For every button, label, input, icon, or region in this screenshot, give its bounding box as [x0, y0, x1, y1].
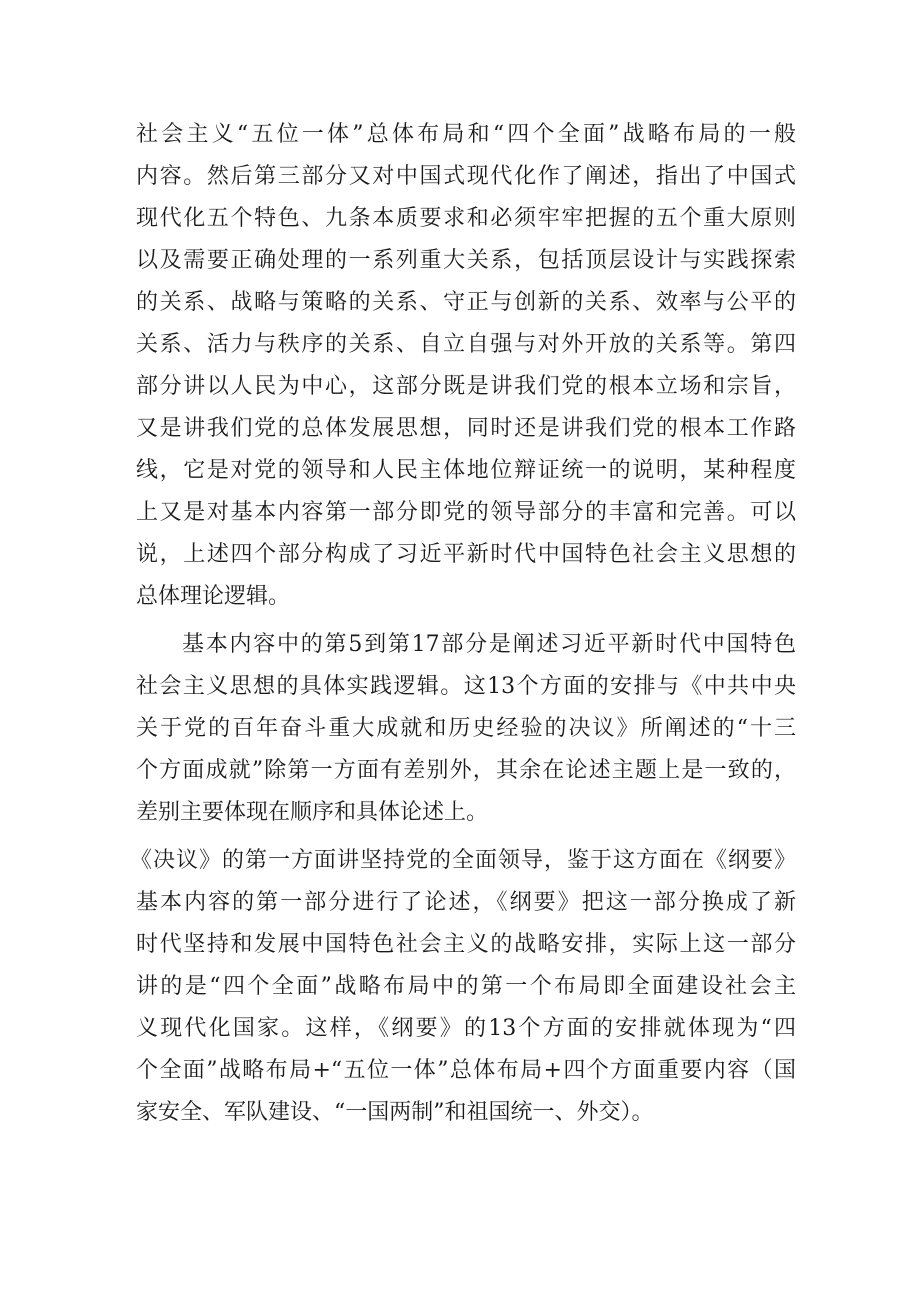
text-line: 说，上述四个部分构成了习近平新时代中国特色社会主义思想的: [136, 542, 796, 567]
text-line: 《决议》的第一方面讲坚持党的全面领导，鉴于这方面在《纲要》: [130, 848, 796, 873]
text-line: 线，它是对党的领导和人民主体地位辩证统一的说明，某种程度: [136, 458, 796, 483]
text-line: 内容。然后第三部分又对中国式现代化作了阐述，指出了中国式: [136, 164, 796, 189]
text-line: 家安全、军队建设、“一国两制”和祖国统一、外交）。: [136, 1100, 654, 1125]
text-line: 义现代化国家。这样，《纲要》的13个方面的安排就体现为“四: [136, 1016, 796, 1041]
text-line: 上又是对基本内容第一部分即党的领导部分的丰富和完善。可以: [136, 500, 796, 525]
text-line: 个方面成就”除第一方面有差别外，其余在论述主题上是一致的，: [136, 758, 796, 783]
text-line: 又是讲我们党的总体发展思想，同时还是讲我们党的根本工作路: [136, 416, 796, 441]
text-line: 总体理论逻辑。: [136, 584, 291, 609]
text-line: 关系、活力与秩序的关系、自立自强与对外开放的关系等。第四: [136, 332, 796, 357]
text-line: 差别主要体现在顺序和具体论述上。: [136, 800, 489, 825]
text-line: 现代化五个特色、九条本质要求和必须牢牢把握的五个重大原则: [136, 206, 796, 231]
text-line: 的关系、战略与策略的关系、守正与创新的关系、效率与公平的: [136, 290, 796, 315]
text-line: 个全面”战略布局+“五位一体”总体布局+四个方面重要内容（国: [136, 1058, 796, 1083]
text-line: 基本内容中的第5到第17部分是阐述习近平新时代中国特色: [182, 632, 796, 657]
text-line: 讲的是“四个全面”战略布局中的第一个布局即全面建设社会主: [136, 974, 796, 999]
text-line: 社会主义“五位一体”总体布局和“四个全面”战略布局的一般: [136, 122, 796, 147]
text-line: 社会主义思想的具体实践逻辑。这13个方面的安排与《中共中央: [136, 674, 796, 699]
text-line: 基本内容的第一部分进行了论述，《纲要》把这一部分换成了新: [136, 890, 796, 915]
text-line: 部分讲以人民为中心，这部分既是讲我们党的根本立场和宗旨，: [136, 374, 796, 399]
text-line: 关于党的百年奋斗重大成就和历史经验的决议》所阐述的“十三: [136, 716, 796, 741]
text-line: 以及需要正确处理的一系列重大关系，包括顶层设计与实践探索: [136, 248, 796, 273]
text-line: 时代坚持和发展中国特色社会主义的战略安排，实际上这一部分: [136, 932, 796, 957]
